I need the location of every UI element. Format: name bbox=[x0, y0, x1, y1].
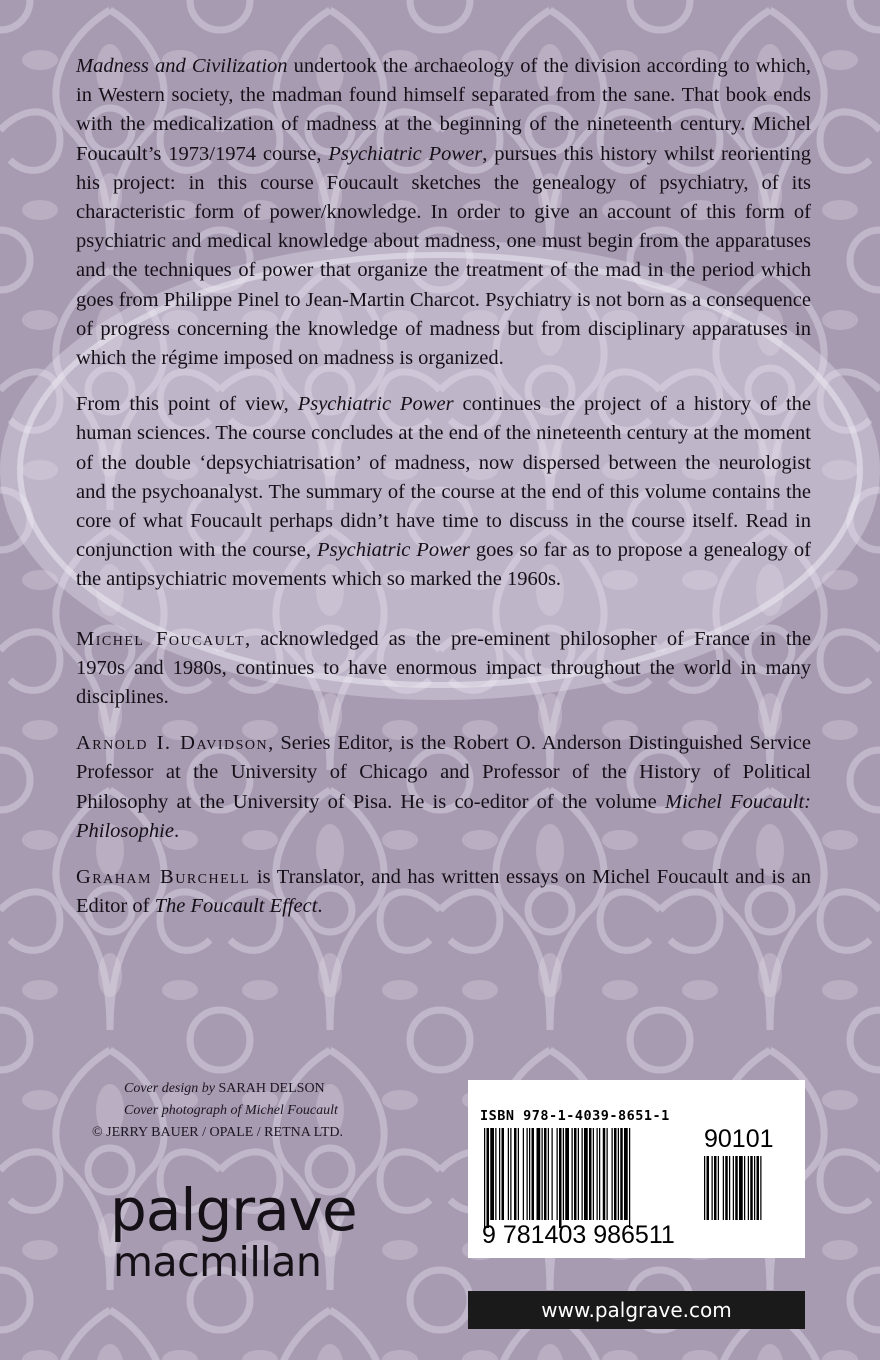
barcode-addon-bar bbox=[760, 1156, 761, 1220]
barcode-bar bbox=[565, 1128, 569, 1220]
blurb-text: , pursues this history whilst reorienting his project: in this course Foucault sketches the genealogy of psychiatry, of its characteristic form of power/knowledge. In order to give an account of this form of psychiatric and medical knowledge about madness, one must begin from the apparatuses and the techniques of power that organize the treatment of the mad in the period which goes from Philippe Pinel to Jean-Martin Charcot. Psychiatry is not born as a consequence of progress concerning the knowledge of madness but from disciplinary apparatuses in which the régime imposed on madness is organized. bbox=[76, 142, 811, 370]
blurb-text: continues the project of a history of the human sciences. The course concludes at the end of the nineteenth century at the moment of the double ‘depsychiatrisation’ of madness, now dispersed between the neurologist and the psychoanalyst. The summary of the course at the end of this volume contains the core of what Foucault perhaps didn’t have time to discuss in the course itself. Read in conjunction with the course, bbox=[76, 393, 811, 562]
barcode-bar bbox=[542, 1128, 543, 1220]
barcode-bar bbox=[607, 1128, 608, 1220]
barcode-addon-bar bbox=[718, 1156, 719, 1220]
book-title: Psychiatric Power bbox=[328, 142, 483, 165]
bio-text: is Translator, and has written essays on Michel Foucault and is an Editor of bbox=[76, 866, 811, 918]
isbn-label: ISBN 978-1-4039-8651-1 bbox=[480, 1108, 670, 1124]
barcode-bar bbox=[582, 1128, 583, 1220]
barcode-bar bbox=[584, 1128, 588, 1220]
translator-bio bbox=[76, 863, 811, 921]
blurb-text: goes so far as to propose a genealogy of the antipsychiatric movements which so marked the 1960s. bbox=[76, 539, 811, 591]
logo-palgrave: palgrave bbox=[110, 1176, 357, 1244]
barcode-bar bbox=[502, 1128, 505, 1220]
publisher-logo bbox=[110, 1176, 357, 1286]
bio-text: , Series Editor, is the Robert O. Anderson Distinguished Service Professor at the University of Chicago and Professor of the History of Political Philosophy at the University of Pisa. He is co-editor of the volume bbox=[76, 732, 811, 813]
barcode-addon-bar bbox=[754, 1156, 755, 1220]
barcode-digits: 9 781403 986511 bbox=[482, 1221, 675, 1249]
logo-macmillan: macmillan bbox=[113, 1238, 322, 1286]
editor-bio bbox=[76, 729, 811, 846]
barcode-bar bbox=[593, 1128, 594, 1220]
blurb-text: From this point of view, bbox=[76, 393, 298, 416]
author-name: Michel Foucault bbox=[76, 627, 246, 650]
barcode-bar bbox=[599, 1128, 600, 1220]
author-bio bbox=[76, 625, 811, 713]
book-title: Psychiatric Power bbox=[297, 393, 454, 416]
book-title: Michel Foucault: Philosophie bbox=[76, 790, 811, 842]
barcode-addon-bar bbox=[725, 1156, 728, 1220]
bio-text: , acknowledged as the pre-eminent philosopher of France in the 1970s and 1980s, continues to have enormous impact throughout the world in many disciplines. bbox=[76, 627, 811, 709]
barcode-bar bbox=[532, 1128, 535, 1220]
designer-name: SARAH DELSON bbox=[218, 1081, 325, 1096]
barcode-bar bbox=[618, 1128, 619, 1220]
translator-name: Graham Burchell bbox=[76, 866, 251, 889]
barcode-bar bbox=[487, 1128, 490, 1228]
barcode-addon-bar bbox=[704, 1156, 705, 1220]
barcode-addon-bar bbox=[714, 1156, 717, 1220]
book-title: The Foucault Effect bbox=[154, 895, 318, 918]
barcode-bar bbox=[495, 1128, 496, 1220]
barcode-bar bbox=[499, 1128, 500, 1220]
book-title: Psychiatric Power bbox=[317, 539, 470, 562]
barcode-addon-bar bbox=[757, 1156, 760, 1220]
credit-label: Cover design by bbox=[124, 1081, 219, 1096]
book-title: Madness and Civilization bbox=[76, 55, 288, 77]
barcode-bar bbox=[537, 1128, 541, 1220]
cover-design-credit bbox=[92, 1078, 422, 1100]
barcode-bar bbox=[612, 1128, 613, 1220]
editor-name: Arnold I. Davidson bbox=[76, 732, 269, 755]
barcode-bar bbox=[557, 1128, 558, 1220]
barcode-bar bbox=[559, 1128, 562, 1228]
cover-credits bbox=[92, 1078, 422, 1144]
barcode-bar bbox=[624, 1128, 628, 1220]
blurb-paragraph-1 bbox=[76, 52, 811, 373]
barcode-bar bbox=[544, 1128, 547, 1220]
barcode-bar bbox=[614, 1128, 617, 1220]
barcode-addon-bar bbox=[707, 1156, 710, 1220]
back-cover-text bbox=[76, 52, 811, 938]
barcode-addon-digits: 90101 bbox=[704, 1125, 774, 1153]
barcode-bar bbox=[527, 1128, 528, 1220]
barcode-bar bbox=[563, 1128, 564, 1220]
punctuation: . bbox=[173, 819, 180, 842]
photo-credit: Cover photograph of Michel Foucault bbox=[124, 1103, 338, 1118]
barcode-bar bbox=[518, 1128, 519, 1220]
barcode-addon-bar bbox=[739, 1156, 743, 1220]
punctuation: . bbox=[317, 895, 323, 918]
barcode-bar bbox=[548, 1128, 549, 1220]
barcode-addon-bar bbox=[750, 1156, 753, 1220]
barcode-bar bbox=[484, 1128, 485, 1228]
barcode-addon-bar bbox=[712, 1156, 713, 1220]
barcode-addon-bar bbox=[735, 1156, 738, 1220]
barcode-bar bbox=[597, 1128, 598, 1220]
barcode-addon-bar bbox=[723, 1156, 724, 1220]
publisher-website[interactable]: www.palgrave.com bbox=[468, 1291, 805, 1329]
barcode-addon-bar bbox=[729, 1156, 730, 1220]
barcode-addon-bar bbox=[748, 1156, 749, 1220]
barcode-bar bbox=[552, 1128, 553, 1220]
isbn-barcode bbox=[468, 1080, 805, 1258]
barcode-bar bbox=[589, 1128, 592, 1220]
copyright-credit: © JERRY BAUER / OPALE / RETNA LTD. bbox=[92, 1125, 344, 1140]
barcode-bar bbox=[529, 1128, 530, 1220]
barcode-bar bbox=[510, 1128, 511, 1220]
barcode-bar bbox=[523, 1128, 524, 1220]
barcode-bar bbox=[508, 1128, 509, 1220]
barcode-bar bbox=[572, 1128, 573, 1220]
barcode-bar bbox=[603, 1128, 606, 1220]
blurb-paragraph-2 bbox=[76, 390, 811, 594]
blurb-text: undertook the archaeology of the division according to which, in Western society, the madman found himself separated from the sane. That book ends with the medicalization of madness at the beginning of the nineteenth century. Michel Foucault’s 1973/1974 course, bbox=[76, 55, 811, 165]
barcode-bar bbox=[629, 1128, 630, 1228]
barcode-bar bbox=[514, 1128, 517, 1220]
barcode-addon-bar bbox=[744, 1156, 745, 1220]
barcode-bar bbox=[574, 1128, 577, 1220]
barcode-addon-bar bbox=[733, 1156, 734, 1220]
barcode-bar bbox=[490, 1128, 494, 1220]
barcode-bar bbox=[578, 1128, 579, 1220]
barcode-bar bbox=[620, 1128, 623, 1220]
